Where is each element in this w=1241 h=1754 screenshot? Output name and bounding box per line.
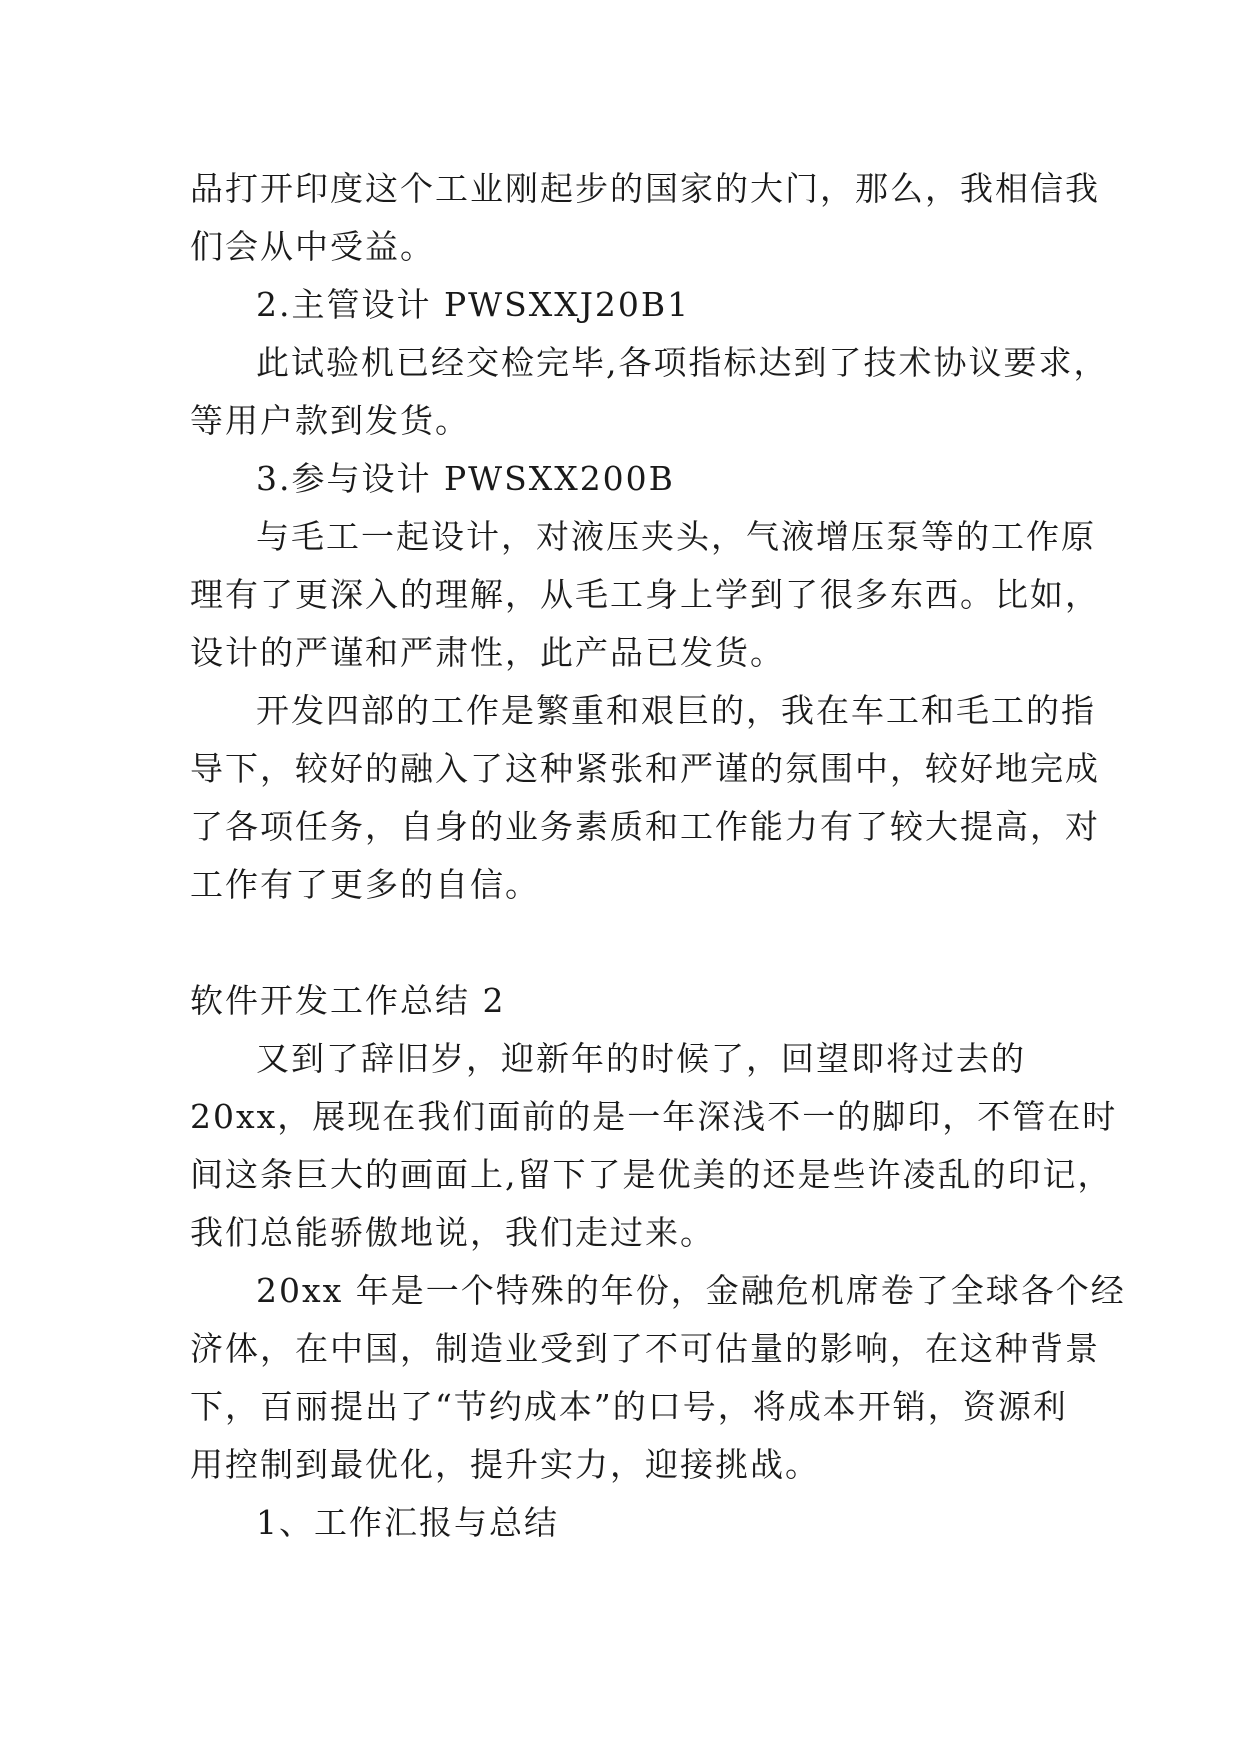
item-heading: 2.主管设计 PWSXXJ20B1 — [256, 285, 691, 324]
text-line: 20xx，展现在我们面前的是一年深浅不一的脚印，不管在时 — [190, 1097, 1118, 1136]
text-line: 用控制到最优化，提升实力，迎接挑战。 — [190, 1445, 820, 1484]
text-line: 间这条巨大的画面上,留下了是优美的还是些许凌乱的印记， — [190, 1155, 1113, 1194]
text-line: 又到了辞旧岁，迎新年的时候了，回望即将过去的 — [256, 1039, 1026, 1078]
text-line: 我们总能骄傲地说，我们走过来。 — [190, 1213, 715, 1252]
section-gap — [190, 914, 1060, 972]
text-line: 下，百丽提出了“节约成本”的口号，将成本开销，资源利 — [190, 1387, 1068, 1426]
text-line: 20xx 年是一个特殊的年份，金融危机席卷了全球各个经 — [256, 1271, 1126, 1310]
text-line: 了各项任务，自身的业务素质和工作能力有了较大提高，对 — [190, 807, 1100, 846]
text-line: 导下，较好的融入了这种紧张和严谨的氛围中，较好地完成 — [190, 749, 1100, 788]
text-line: 设计的严谨和严肃性，此产品已发货。 — [190, 633, 785, 672]
text-line: 与毛工一起设计，对液压夹头，气液增压泵等的工作原 — [256, 517, 1096, 556]
text-line: 济体，在中国，制造业受到了不可估量的影响，在这种背景 — [190, 1329, 1100, 1368]
text-line: 开发四部的工作是繁重和艰巨的，我在车工和毛工的指 — [256, 691, 1096, 730]
document-page — [190, 160, 1126, 1552]
item-heading: 3.参与设计 PWSXX200B — [256, 459, 675, 498]
text-line: 理有了更深入的理解，从毛工身上学到了很多东西。比如， — [190, 575, 1100, 614]
text-line: 工作有了更多的自信。 — [190, 865, 540, 904]
text-line: 品打开印度这个工业刚起步的国家的大门，那么，我相信我 — [190, 169, 1100, 208]
text-line: 等用户款到发货。 — [190, 401, 470, 440]
section-title: 软件开发工作总结 2 — [190, 981, 506, 1020]
text-line: 们会从中受益。 — [190, 227, 435, 266]
subheading: 1、工作汇报与总结 — [256, 1503, 559, 1542]
text-line: 此试验机已经交检完毕,各项指标达到了技术协议要求， — [256, 343, 1109, 382]
